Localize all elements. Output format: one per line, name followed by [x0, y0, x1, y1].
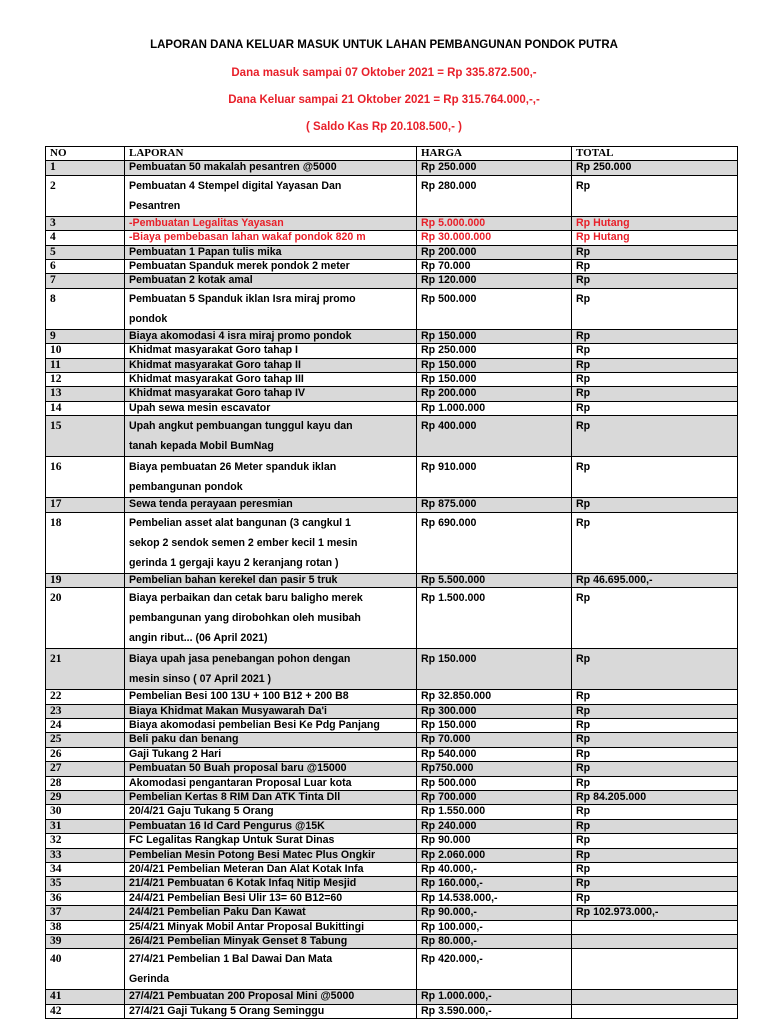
row-no: 32: [46, 834, 125, 848]
row-total: Rp: [572, 862, 738, 876]
row-no: 19: [46, 573, 125, 587]
row-no: 20: [46, 588, 125, 649]
row-laporan: 21/4/21 Pembuatan 6 Kotak Infaq Nitip Mesjid: [125, 877, 417, 891]
report-title: LAPORAN DANA KELUAR MASUK UNTUK LAHAN PEMBANGUNAN PONDOK PUTRA: [150, 39, 618, 51]
row-no: 26: [46, 747, 125, 761]
row-harga: Rp 540.000: [417, 747, 572, 761]
row-no: 5: [46, 245, 125, 259]
row-total: Rp 84.205.000: [572, 790, 738, 804]
row-harga: Rp 420.000,-: [417, 949, 572, 990]
row-total: Rp: [572, 776, 738, 790]
row-laporan: Upah angkut pembuangan tunggul kayu dan tanah kepada Mobil BumNag: [125, 416, 417, 457]
row-harga: Rp 300.000: [417, 704, 572, 718]
table-row: [46, 805, 738, 819]
table-header-row: [46, 147, 738, 161]
row-total: Rp: [572, 704, 738, 718]
row-laporan: FC Legalitas Rangkap Untuk Surat Dinas: [125, 834, 417, 848]
funds-out-summary: Dana Keluar sampai 21 Oktober 2021 = Rp 315.764.000,-,-: [228, 94, 540, 106]
row-harga: Rp 250.000: [417, 161, 572, 175]
row-no: 24: [46, 718, 125, 732]
table-row: [46, 1004, 738, 1018]
table-row: [46, 834, 738, 848]
row-laporan: Pembuatan Spanduk merek pondok 2 meter: [125, 260, 417, 274]
row-harga: Rp 14.538.000,-: [417, 891, 572, 905]
table-row: [46, 862, 738, 876]
row-laporan: -Biaya pembebasan lahan wakaf pondok 820 m: [125, 231, 417, 245]
row-harga: Rp 3.590.000,-: [417, 1004, 572, 1018]
row-no: 13: [46, 387, 125, 401]
row-harga: Rp 90.000,-: [417, 906, 572, 920]
row-harga: Rp 500.000: [417, 288, 572, 329]
row-laporan: Khidmat masyarakat Goro tahap I: [125, 344, 417, 358]
row-no: 33: [46, 848, 125, 862]
table-row: [46, 935, 738, 949]
row-total: Rp: [572, 718, 738, 732]
row-total: Rp: [572, 373, 738, 387]
row-laporan: 27/4/21 Gaji Tukang 5 Orang Seminggu: [125, 1004, 417, 1018]
row-no: 2: [46, 175, 125, 216]
row-harga: Rp 80.000,-: [417, 935, 572, 949]
table-row: [46, 498, 738, 512]
row-no: 6: [46, 260, 125, 274]
row-total: Rp: [572, 649, 738, 690]
row-no: 3: [46, 216, 125, 230]
table-row: [46, 329, 738, 343]
table-row: [46, 373, 738, 387]
row-no: 10: [46, 344, 125, 358]
row-total: Rp 46.695.000,-: [572, 573, 738, 587]
table-row: [46, 358, 738, 372]
row-harga: Rp 200.000: [417, 245, 572, 259]
row-total: Rp: [572, 274, 738, 288]
header-total: TOTAL: [572, 147, 738, 161]
row-harga: Rp 150.000: [417, 649, 572, 690]
row-no: 1: [46, 161, 125, 175]
row-laporan: Pembelian bahan kerekel dan pasir 5 truk: [125, 573, 417, 587]
table-row: [46, 649, 738, 690]
cash-balance: ( Saldo Kas Rp 20.108.500,- ): [306, 121, 462, 133]
row-total: Rp: [572, 401, 738, 415]
table-row: [46, 718, 738, 732]
row-no: 40: [46, 949, 125, 990]
table-row: [46, 573, 738, 587]
row-total: Rp: [572, 747, 738, 761]
table-row: [46, 920, 738, 934]
row-harga: Rp 5.500.000: [417, 573, 572, 587]
row-total: Rp: [572, 457, 738, 498]
row-no: 37: [46, 906, 125, 920]
row-total: Rp: [572, 834, 738, 848]
row-laporan: Pembuatan 50 makalah pesantren @5000: [125, 161, 417, 175]
row-harga: Rp 30.000.000: [417, 231, 572, 245]
row-total: Rp: [572, 805, 738, 819]
row-no: 23: [46, 704, 125, 718]
table-row: [46, 906, 738, 920]
table-row: [46, 776, 738, 790]
row-laporan: Pembelian Mesin Potong Besi Matec Plus Ongkir: [125, 848, 417, 862]
row-total: Rp: [572, 387, 738, 401]
row-harga: Rp 240.000: [417, 819, 572, 833]
row-harga: Rp 690.000: [417, 512, 572, 573]
row-no: 7: [46, 274, 125, 288]
row-harga: Rp 150.000: [417, 358, 572, 372]
row-harga: Rp 500.000: [417, 776, 572, 790]
row-harga: Rp 32.850.000: [417, 690, 572, 704]
row-laporan: Biaya akomodasi 4 isra miraj promo pondok: [125, 329, 417, 343]
row-harga: Rp 150.000: [417, 718, 572, 732]
row-laporan: Biaya perbaikan dan cetak baru baligho merek pembangunan yang dirobohkan oleh musibah angin ribut... (06 April 2021): [125, 588, 417, 649]
table-row: [46, 161, 738, 175]
row-total: Rp: [572, 512, 738, 573]
row-no: 11: [46, 358, 125, 372]
table-row: [46, 344, 738, 358]
row-no: 42: [46, 1004, 125, 1018]
row-total: Rp Hutang: [572, 216, 738, 230]
table-row: [46, 877, 738, 891]
row-no: 30: [46, 805, 125, 819]
row-total: [572, 990, 738, 1004]
row-harga: Rp 160.000,-: [417, 877, 572, 891]
table-row: [46, 216, 738, 230]
table-row: [46, 733, 738, 747]
row-no: 12: [46, 373, 125, 387]
row-laporan: Pembelian asset alat bangunan (3 cangkul 1 sekop 2 sendok semen 2 ember kecil 1 mesin gerinda 1 gergaji kayu 2 keranjang rotan ): [125, 512, 417, 573]
row-laporan: Beli paku dan benang: [125, 733, 417, 747]
row-laporan: Khidmat masyarakat Goro tahap II: [125, 358, 417, 372]
row-harga: Rp 400.000: [417, 416, 572, 457]
row-total: [572, 935, 738, 949]
row-no: 17: [46, 498, 125, 512]
row-no: 25: [46, 733, 125, 747]
header-no: NO: [46, 147, 125, 161]
row-no: 22: [46, 690, 125, 704]
row-no: 14: [46, 401, 125, 415]
row-laporan: 24/4/21 Pembelian Paku Dan Kawat: [125, 906, 417, 920]
row-laporan: Pembuatan 2 kotak amal: [125, 274, 417, 288]
row-no: 36: [46, 891, 125, 905]
row-total: Rp: [572, 819, 738, 833]
table-row: [46, 387, 738, 401]
row-total: Rp: [572, 288, 738, 329]
row-harga: Rp 280.000: [417, 175, 572, 216]
table-row: [46, 260, 738, 274]
row-no: 38: [46, 920, 125, 934]
row-total: Rp: [572, 175, 738, 216]
row-laporan: Pembuatan 16 Id Card Pengurus @15K: [125, 819, 417, 833]
row-total: [572, 1004, 738, 1018]
report-table: [45, 146, 738, 1019]
row-laporan: Pembuatan 5 Spanduk iklan Isra miraj promo pondok: [125, 288, 417, 329]
row-laporan: Khidmat masyarakat Goro tahap IV: [125, 387, 417, 401]
row-laporan: Biaya pembuatan 26 Meter spanduk iklan pembangunan pondok: [125, 457, 417, 498]
row-no: 28: [46, 776, 125, 790]
row-total: Rp: [572, 891, 738, 905]
row-total: Rp: [572, 416, 738, 457]
header-laporan: LAPORAN: [125, 147, 417, 161]
row-no: 15: [46, 416, 125, 457]
row-harga: Rp 1.550.000: [417, 805, 572, 819]
row-total: Rp: [572, 690, 738, 704]
row-harga: Rp 1.000.000: [417, 401, 572, 415]
row-laporan: 25/4/21 Minyak Mobil Antar Proposal Bukittingi: [125, 920, 417, 934]
row-harga: Rp 200.000: [417, 387, 572, 401]
row-harga: Rp 100.000,-: [417, 920, 572, 934]
row-laporan: 27/4/21 Pembelian 1 Bal Dawai Dan Mata Gerinda: [125, 949, 417, 990]
row-no: 39: [46, 935, 125, 949]
row-total: Rp: [572, 733, 738, 747]
row-harga: Rp 700.000: [417, 790, 572, 804]
row-total: Rp 102.973.000,-: [572, 906, 738, 920]
row-harga: Rp 70.000: [417, 260, 572, 274]
row-total: Rp: [572, 344, 738, 358]
row-no: 18: [46, 512, 125, 573]
table-row: [46, 819, 738, 833]
row-total: Rp 250.000: [572, 161, 738, 175]
row-no: 4: [46, 231, 125, 245]
row-harga: Rp 1.500.000: [417, 588, 572, 649]
row-harga: Rp 70.000: [417, 733, 572, 747]
row-no: 27: [46, 762, 125, 776]
table-row: [46, 416, 738, 457]
row-harga: Rp 150.000: [417, 329, 572, 343]
row-harga: Rp 2.060.000: [417, 848, 572, 862]
table-row: [46, 588, 738, 649]
row-total: Rp: [572, 245, 738, 259]
row-no: 34: [46, 862, 125, 876]
row-laporan: Biaya Khidmat Makan Musyawarah Da'i: [125, 704, 417, 718]
row-laporan: Pembelian Kertas 8 RIM Dan ATK Tinta Dll: [125, 790, 417, 804]
table-row: [46, 512, 738, 573]
row-total: Rp: [572, 358, 738, 372]
row-harga: Rp 875.000: [417, 498, 572, 512]
row-no: 9: [46, 329, 125, 343]
row-no: 29: [46, 790, 125, 804]
row-no: 8: [46, 288, 125, 329]
row-harga: Rp 120.000: [417, 274, 572, 288]
row-laporan: Sewa tenda perayaan peresmian: [125, 498, 417, 512]
row-laporan: 24/4/21 Pembelian Besi Ulir 13= 60 B12=60: [125, 891, 417, 905]
row-no: 41: [46, 990, 125, 1004]
table-row: [46, 245, 738, 259]
row-laporan: Pembelian Besi 100 13U + 100 B12 + 200 B8: [125, 690, 417, 704]
row-total: Rp: [572, 260, 738, 274]
table-row: [46, 790, 738, 804]
row-no: 35: [46, 877, 125, 891]
table-row: [46, 288, 738, 329]
row-total: Rp: [572, 877, 738, 891]
row-total: Rp: [572, 762, 738, 776]
table-row: [46, 747, 738, 761]
table-row: [46, 175, 738, 216]
table-body: [46, 161, 738, 1019]
row-laporan: 20/4/21 Pembelian Meteran Dan Alat Kotak Infa: [125, 862, 417, 876]
row-laporan: Upah sewa mesin escavator: [125, 401, 417, 415]
table-row: [46, 690, 738, 704]
table-row: [46, 848, 738, 862]
row-harga: Rp 1.000.000,-: [417, 990, 572, 1004]
header-harga: HARGA: [417, 147, 572, 161]
row-laporan: Khidmat masyarakat Goro tahap III: [125, 373, 417, 387]
row-laporan: Biaya akomodasi pembelian Besi Ke Pdg Panjang: [125, 718, 417, 732]
row-total: Rp: [572, 588, 738, 649]
table-row: [46, 891, 738, 905]
row-no: 16: [46, 457, 125, 498]
row-laporan: Pembuatan 50 Buah proposal baru @15000: [125, 762, 417, 776]
table-row: [46, 274, 738, 288]
table-row: [46, 401, 738, 415]
row-total: Rp: [572, 848, 738, 862]
table-row: [46, 762, 738, 776]
row-harga: Rp 150.000: [417, 373, 572, 387]
row-harga: Rp 910.000: [417, 457, 572, 498]
row-total: [572, 920, 738, 934]
table-row: [46, 704, 738, 718]
row-no: 31: [46, 819, 125, 833]
table-row: [46, 990, 738, 1004]
row-total: [572, 949, 738, 990]
table-row: [46, 457, 738, 498]
row-total: Rp: [572, 329, 738, 343]
row-no: 21: [46, 649, 125, 690]
row-laporan: Pembuatan 4 Stempel digital Yayasan Dan Pesantren: [125, 175, 417, 216]
row-harga: Rp 5.000.000: [417, 216, 572, 230]
row-total: Rp: [572, 498, 738, 512]
row-laporan: Akomodasi pengantaran Proposal Luar kota: [125, 776, 417, 790]
row-laporan: Gaji Tukang 2 Hari: [125, 747, 417, 761]
row-laporan: Biaya upah jasa penebangan pohon dengan mesin sinso ( 07 April 2021 ): [125, 649, 417, 690]
row-laporan: 27/4/21 Pembuatan 200 Proposal Mini @5000: [125, 990, 417, 1004]
row-harga: Rp 250.000: [417, 344, 572, 358]
row-laporan: 26/4/21 Pembelian Minyak Genset 8 Tabung: [125, 935, 417, 949]
row-laporan: -Pembuatan Legalitas Yayasan: [125, 216, 417, 230]
row-laporan: Pembuatan 1 Papan tulis mika: [125, 245, 417, 259]
table-row: [46, 231, 738, 245]
row-harga: Rp 90.000: [417, 834, 572, 848]
row-harga: Rp750.000: [417, 762, 572, 776]
row-harga: Rp 40.000,-: [417, 862, 572, 876]
row-laporan: 20/4/21 Gaju Tukang 5 Orang: [125, 805, 417, 819]
row-total: Rp Hutang: [572, 231, 738, 245]
funds-in-summary: Dana masuk sampai 07 Oktober 2021 = Rp 335.872.500,-: [231, 67, 537, 79]
table-row: [46, 949, 738, 990]
